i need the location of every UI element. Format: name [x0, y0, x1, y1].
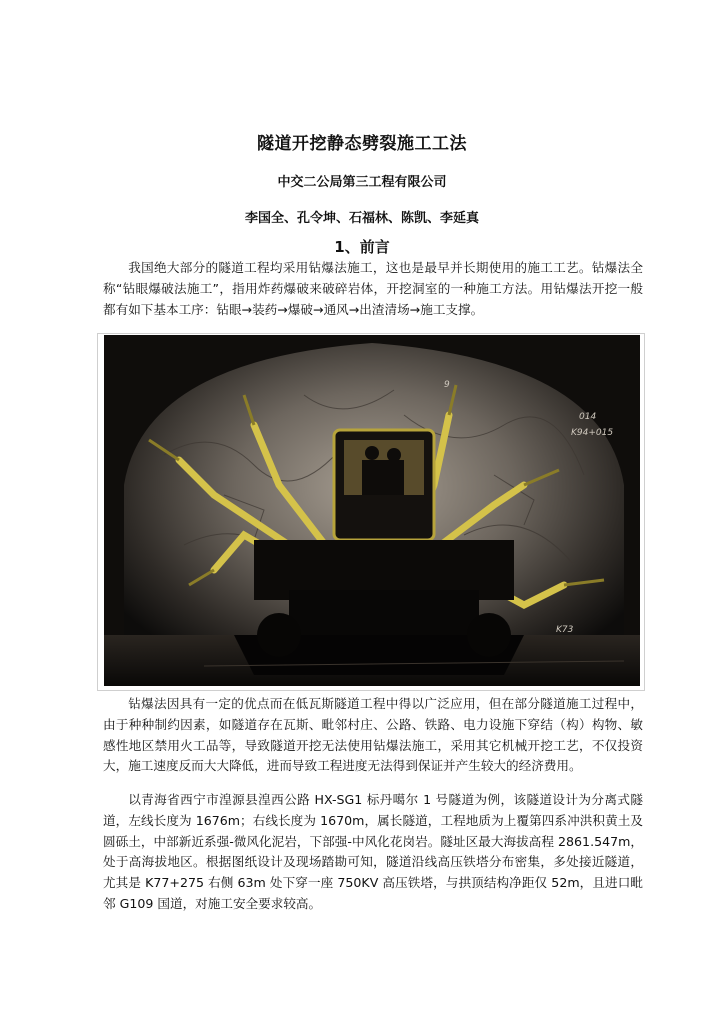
face-marking-1: 014 — [579, 412, 597, 422]
section-heading: 1、前言 — [334, 238, 390, 256]
paragraph-intro: 我国绝大部分的隧道工程均采用钻爆法施工，这也是最早并长期使用的施工工艺。钻爆法全称“钻眼爆破法施工”，指用炸药爆破来破碎岩体，开挖洞室的一种施工方法。用钻爆法开挖一般都有如下基本工序：钻眼→装药→爆破→通风→出渣清场→施工支撑。 — [103, 260, 643, 317]
drilling-jumbo-illustration — [104, 335, 640, 686]
tunnel-drilling-photo — [97, 333, 645, 691]
face-marking-3: K73 — [556, 625, 574, 635]
paragraph-drill-blast: 钻爆法因具有一定的优点而在低瓦斯隧道工程中得以广泛应用，但在部分隧道施工过程中，由于种种制约因素，如隧道存在瓦斯、毗邻村庄、公路、铁路、电力设施下穿结（构）构物、敏感性地区禁用火工品等，导致隧道开挖无法使用钻爆法施工，采用其它机械开挖工艺，不仅投资大，施工速度反而大大降低，进而导致工程进度无法得到保证并产生较大的经济费用。 — [103, 696, 643, 774]
organization-name: 中交二公局第三工程有限公司 — [277, 175, 447, 190]
face-marking-2: K94+015 — [571, 428, 614, 438]
paragraph-case-study: 以青海省西宁市湟源县湟西公路 HX-SG1 标丹噶尔 1 号隧道为例，该隧道设计为分离式隧道，左线长度为 1676m；右线长度为 1670m，属长隧道，工程地质为上覆第四系冲洪积黄土及圆砾土，中部新近系强-微风化泥岩，下部强-中风化花岗岩。隧址区最大海拔高程 2861.547m，处于高海拔地区。根据图纸设计及现场踏勘可知，隧道沿线高压铁塔分布密集，多处接近隧道，尤其是 K77+275 右侧 63m 处下穿一座 750KV 高压铁塔，与拱顶结构净距仅 52m，且进口毗邻 G109 国道，对施工安全要求较高。 — [103, 792, 643, 911]
face-marking-4: 9 — [444, 380, 450, 390]
document-title: 隧道开挖静态劈裂施工工法 — [257, 134, 467, 154]
author-list: 李国全、孔令坤、石福林、陈凯、李延真 — [244, 211, 479, 226]
